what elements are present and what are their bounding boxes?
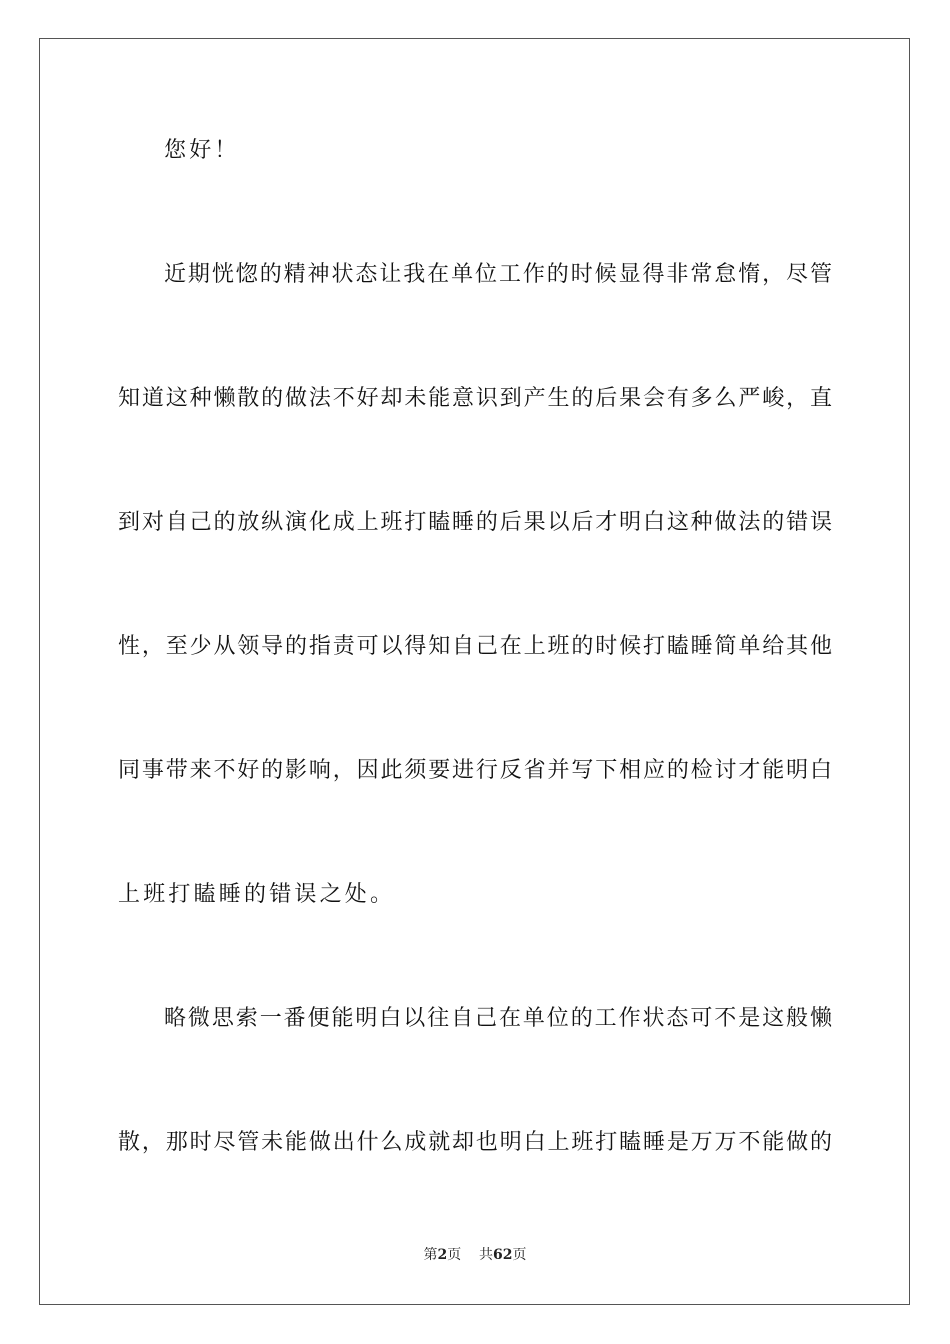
body-line-5: 同事带来不好的影响，因此须要进行反省并写下相应的检讨才能明白 <box>118 758 832 783</box>
body-line-7: 略微思索一番便能明白以往自己在单位的工作状态可不是这般懒 <box>164 1006 832 1031</box>
footer-page-prefix: 第 <box>423 1247 438 1263</box>
footer-page-suffix: 页 <box>447 1247 462 1263</box>
page-footer <box>0 1246 950 1264</box>
body-line-3: 到对自己的放纵演化成上班打瞌睡的后果以后才明白这种做法的错误 <box>118 510 832 535</box>
body-line-2: 知道这种懒散的做法不好却未能意识到产生的后果会有多么严峻，直 <box>118 386 832 411</box>
page-frame <box>39 38 910 1305</box>
footer-page-number: 2 <box>437 1247 448 1263</box>
body-line-1: 近期恍惚的精神状态让我在单位工作的时候显得非常怠惰，尽管 <box>164 262 832 287</box>
body-line-8: 散，那时尽管未能做出什么成就却也明白上班打瞌睡是万万不能做的 <box>118 1130 832 1155</box>
greeting-line: 您好！ <box>164 138 240 163</box>
footer-total-pages: 62 <box>493 1247 513 1263</box>
footer-total-prefix: 共 <box>479 1247 494 1263</box>
body-line-6: 上班打瞌睡的错误之处。 <box>118 882 396 907</box>
footer-total-suffix: 页 <box>512 1247 527 1263</box>
body-line-4: 性，至少从领导的指责可以得知自己在上班的时候打瞌睡简单给其他 <box>118 634 832 659</box>
